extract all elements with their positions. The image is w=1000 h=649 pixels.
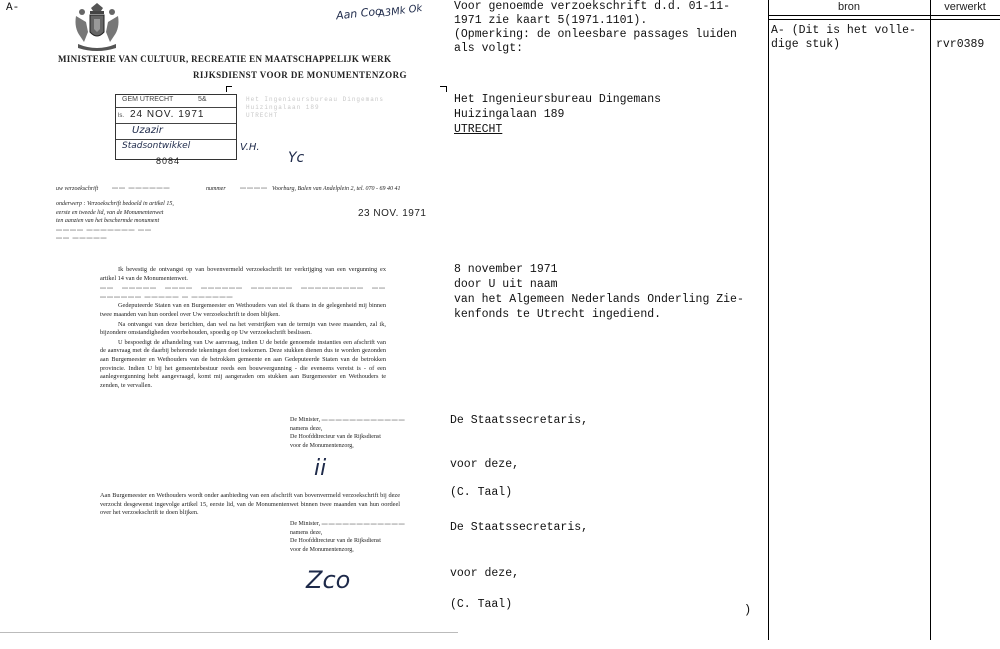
- sign-line: namens deze,: [290, 425, 323, 432]
- signature-handwriting-1: ii: [314, 456, 327, 481]
- table-border-left: [768, 0, 769, 640]
- signature-handwriting-2: Zco: [306, 566, 351, 594]
- return-address: Voorburg, Balen van Andelplein 2, tel. 070 - 69 40 41: [272, 186, 401, 192]
- typed-voor-deze-2: voor deze,: [450, 567, 520, 580]
- blurred-address-line: Het Ingenieursbureau Dingemans: [246, 96, 385, 103]
- column-header-verwerkt: verwerkt: [944, 1, 986, 13]
- stamp-date: 24 NOV. 1971: [130, 109, 205, 120]
- corner-mark: A-: [6, 2, 20, 14]
- typed-line: door U uit naam: [454, 278, 558, 291]
- blurred-address-line: Huizingalaan 189: [246, 104, 320, 111]
- table-header-rule: [768, 15, 1000, 16]
- subject-block: [56, 200, 174, 243]
- handwritten-annotation-2: A3Mk Ok: [377, 2, 424, 21]
- typed-signatory-1: (C. Taal): [450, 486, 513, 499]
- typed-line: Voor genoemde verzoekschrift d.d. 01-11-: [454, 0, 731, 13]
- column-header-bron: bron: [837, 1, 861, 13]
- typed-line: 1971 zie kaart 5(1971.1101).: [454, 14, 648, 27]
- typed-line: kenfonds te Utrecht ingediend.: [454, 308, 662, 321]
- typed-line: van het Algemeen Nederlands Onderling Zie-: [454, 293, 744, 306]
- blurred-subject: ▬▬ ▬▬▬▬▬: [56, 235, 108, 241]
- sign-line: voor de Monumentenzorg,: [290, 442, 354, 449]
- subject-label: onderwerp :: [56, 201, 86, 207]
- blurred-subject: ▬▬▬▬ ▬▬▬▬▬▬▬ ▬▬: [56, 226, 152, 233]
- typed-date-block: [454, 262, 744, 322]
- blurred-address-line: UTRECHT: [246, 112, 279, 119]
- stamp-handwriting: Uzazir: [132, 125, 163, 136]
- typed-line: 8 november 1971: [454, 263, 558, 276]
- table-column-divider: [930, 0, 931, 640]
- stamp-municipality: GEM UTRECHT: [122, 96, 174, 103]
- subject-line: ten aanzien van het beschermde monument: [56, 218, 160, 224]
- letter-date: 23 NOV. 1971: [358, 208, 427, 219]
- typed-address-line: Huizingalaan 189: [454, 108, 565, 121]
- stamp-date-prefix: ls.: [118, 113, 124, 119]
- table-cell-bron: A- (Dit is het volle- dige stuk): [771, 24, 916, 51]
- window-mark: [446, 86, 447, 92]
- blurred-number: ▬▬▬▬: [240, 185, 268, 191]
- typed-address: [454, 92, 661, 137]
- body-paragraph: Na ontvangst van deze berichten, dan wel na het verstrijken van de termijn van twee maanden, zal ik, bijzondere omstandigheden voorbehouden, spoedig op Uw verzoekschrift beslissen.: [100, 320, 386, 337]
- body-paragraph: U bespoedigt de afhandeling van Uw aanvraag, indien U de beide genoemde instanties een afschrift van de aanvraag met de daarbij behorende tekeningen doet toekomen. Deze stukken dienen dus te worden gezonden aan Burgemeester en Wethouders van de betrokken gemeente en aan Gedeputeerde Staten van de betrokken provincie. Indien U bij het gemeentebestuur reeds een bouwvergunning - die eveneens vereist is - of een aanlegvergunning hebt aangevraagd, komt mij aangeraden om stukken aan Burgemeester en Wethouders te zenden, te vervallen.: [100, 338, 386, 389]
- stamp-suffix: 5&: [198, 96, 207, 103]
- typed-signature-title-1: De Staatssecretaris,: [450, 414, 589, 427]
- sign-line: namens deze,: [290, 529, 323, 536]
- window-mark: [226, 86, 227, 92]
- number-label: nummer: [206, 186, 226, 192]
- subject-line: eerste en tweede lid, van de Monumentenwet: [56, 209, 164, 216]
- sign-line: De Minister,: [290, 521, 321, 527]
- subject-line: Verzoekschrift bedoeld in artikel 15,: [87, 201, 174, 207]
- blurred-line: ▬▬ ▬▬▬▬▬ ▬▬▬▬ ▬▬▬▬▬▬ ▬▬▬▬▬▬ ▬▬▬▬▬▬▬▬▬ ▬▬ ▬▬▬▬▬▬ ▬▬▬▬▬ ▬ ▬▬▬▬▬▬: [100, 285, 386, 300]
- blurred-ref: ▬▬ ▬▬▬▬▬▬: [112, 185, 171, 191]
- typed-top-note: [454, 0, 737, 56]
- typed-address-line: Het Ingenieursbureau Dingemans: [454, 93, 662, 106]
- source-table: [768, 0, 1000, 649]
- letter-body: [100, 266, 386, 391]
- body-paragraph: Ik bevestig de ontvangst op van bovenvermeld verzoekschrift ter verkrijging van een vergunning ex artikel 14 van de Monumentenwet.: [100, 266, 386, 282]
- scanned-letter: [0, 0, 458, 649]
- typed-signatory-2: (C. Taal): [450, 598, 513, 611]
- service-title: RIJKSDIENST VOOR DE MONUMENTENZORG: [193, 70, 407, 80]
- blurred-name: ▬▬▬▬▬▬▬▬▬▬▬▬: [321, 521, 406, 527]
- ref-label: uw verzoekschrift: [56, 186, 99, 192]
- blurred-name: ▬▬▬▬▬▬▬▬▬▬▬▬: [321, 417, 406, 423]
- copy-paragraph: Aan Burgemeester en Wethouders wordt onder aanbieding van een afschrift van bovenvermeld verzoekschrift bij deze verzocht desgewenst ingevolge artikel 15, eerste lid, van de Monumentenwet binnen twee maanden van hun oordeel over het verzoekschrift te doen blijken.: [100, 492, 400, 517]
- table-header-rule-2: [768, 19, 1000, 20]
- sign-line: De Hoofddirecteur van de Rijksdienst: [290, 538, 381, 544]
- typed-signature-title-2: De Staatssecretaris,: [450, 521, 589, 534]
- paraph-handwriting: Yc: [288, 150, 305, 166]
- coat-of-arms-icon: [70, 2, 124, 54]
- table-cell-verwerkt: rvr0389: [936, 38, 985, 51]
- typed-voor-deze-1: voor deze,: [450, 458, 520, 471]
- typed-line: als volgt:: [454, 42, 524, 55]
- typed-address-line: UTRECHT: [454, 123, 503, 136]
- stamp-number: 8084: [156, 156, 181, 166]
- ministry-title: MINISTERIE VAN CULTUUR, RECREATIE EN MAATSCHAPPELIJK WERK: [58, 54, 392, 64]
- received-stamp: [115, 94, 237, 160]
- scan-bottom-edge: [0, 632, 458, 633]
- stamp-initials: V.H.: [240, 142, 260, 153]
- handwritten-annotation: Aan Coo: [335, 4, 383, 23]
- address-window: [246, 96, 384, 120]
- signature-block-1: [290, 416, 406, 450]
- sign-line: De Hoofddirecteur van de Rijksdienst: [290, 434, 381, 440]
- sign-line: voor de Monumentenzorg,: [290, 546, 354, 553]
- sign-line: De Minister,: [290, 417, 321, 423]
- closing-parenthesis: ): [744, 603, 752, 617]
- typed-line: (Opmerking: de onleesbare passages luiden: [454, 28, 737, 41]
- stamp-handwriting-2: Stadsontwikkel: [122, 141, 191, 151]
- signature-block-2: [290, 520, 406, 554]
- body-paragraph: Gedeputeerde Staten van en Burgemeester en Wethouders van stel ik thans in de gelegenheid mij binnen twee maanden van hun oordeel over Uw verzoekschrift te doen blijken.: [100, 302, 386, 318]
